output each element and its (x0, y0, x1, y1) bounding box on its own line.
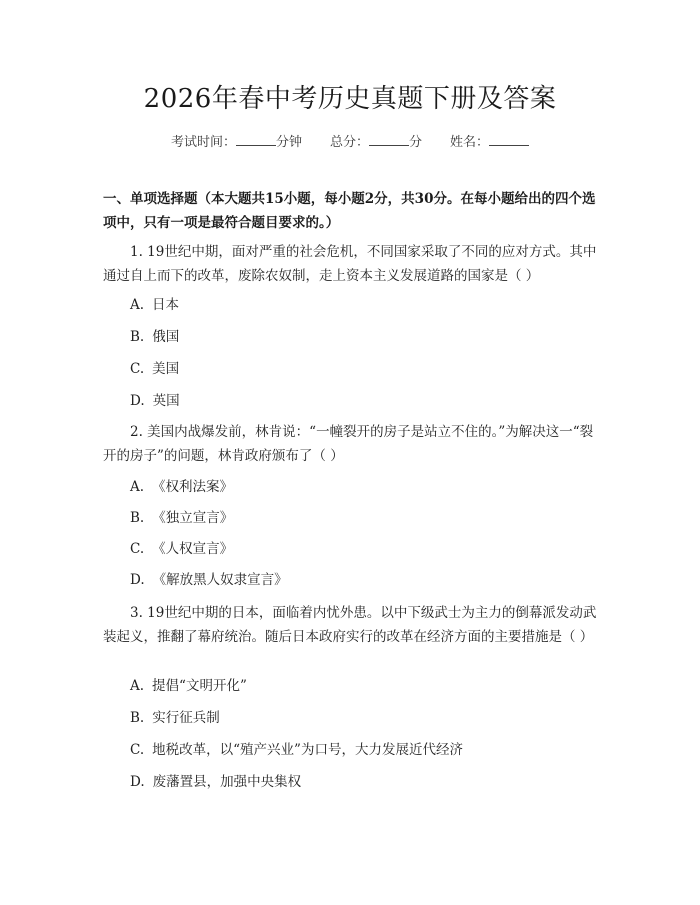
option-item (130, 359, 179, 379)
time-field (171, 130, 302, 153)
question-stem: 2. 美国内战爆发前，林肯说：“一幢裂开的房子是站立不住的。”为解决这一“裂开的房子”的问题，林肯政府颁布了（ ） (103, 424, 594, 464)
option-item (130, 570, 288, 590)
option-letter: C. (130, 541, 145, 557)
score-blank (369, 130, 409, 146)
name-blank (489, 130, 529, 146)
score-unit: 分 (409, 135, 423, 150)
option-text: 俄国 (152, 329, 180, 345)
option-item (130, 539, 233, 559)
option-item (130, 772, 301, 792)
exam-meta (0, 130, 700, 153)
option-item (130, 508, 233, 528)
option-letter: A. (130, 479, 145, 495)
time-unit: 分钟 (275, 135, 302, 150)
option-letter: B. (130, 329, 145, 345)
name-label: 姓名： (450, 135, 490, 150)
page-title: 2026年春中考历史真题下册及答案 (143, 84, 557, 114)
option-item (130, 676, 247, 696)
option-text: 《独立宣言》 (152, 510, 234, 526)
option-letter: D. (130, 572, 145, 588)
option-letter: B. (130, 710, 145, 726)
option-text: 英国 (152, 393, 180, 409)
time-blank (236, 130, 276, 146)
option-text: 《权利法案》 (152, 479, 234, 495)
option-letter: B. (130, 510, 145, 526)
score-label: 总分： (329, 135, 369, 150)
option-text: 日本 (152, 297, 180, 313)
option-text: 提倡“文明开化” (152, 678, 247, 694)
time-label: 考试时间： (170, 135, 236, 150)
name-field (450, 130, 529, 153)
option-letter: C. (130, 742, 145, 758)
section-heading: 一、单项选择题（本大题共15小题，每小题2分，共30分。在每小题给出的四个选项中，只有一项是最符合题目要求的。） (103, 191, 596, 231)
option-text: 《人权宣言》 (152, 541, 234, 557)
option-text: 废藩置县，加强中央集权 (152, 774, 302, 790)
option-item (130, 327, 179, 347)
option-item (130, 708, 220, 728)
option-letter: D. (130, 393, 145, 409)
option-text: 《解放黑人奴隶宣言》 (152, 572, 288, 588)
option-text: 实行征兵制 (152, 710, 220, 726)
option-item (130, 295, 179, 315)
score-field (330, 130, 422, 153)
option-item (130, 391, 180, 411)
option-item (130, 740, 463, 760)
option-item (130, 477, 233, 497)
option-letter: C. (130, 361, 145, 377)
option-letter: A. (130, 297, 145, 313)
option-letter: A. (130, 678, 145, 694)
option-text: 美国 (152, 361, 180, 377)
option-letter: D. (130, 774, 145, 790)
question-stem: 3. 19世纪中期的日本，面临着内忧外患。以中下级武士为主力的倒幕派发动武装起义，推翻了幕府统治。随后日本政府实行的改革在经济方面的主要措施是（ ） (103, 605, 597, 645)
question-stem: 1. 19世纪中期，面对严重的社会危机，不同国家采取了不同的应对方式。其中通过自上而下的改革，废除农奴制，走上资本主义发展道路的国家是（ ） (103, 244, 597, 284)
option-text: 地税改革，以“殖产兴业”为口号，大力发展近代经济 (152, 742, 463, 758)
